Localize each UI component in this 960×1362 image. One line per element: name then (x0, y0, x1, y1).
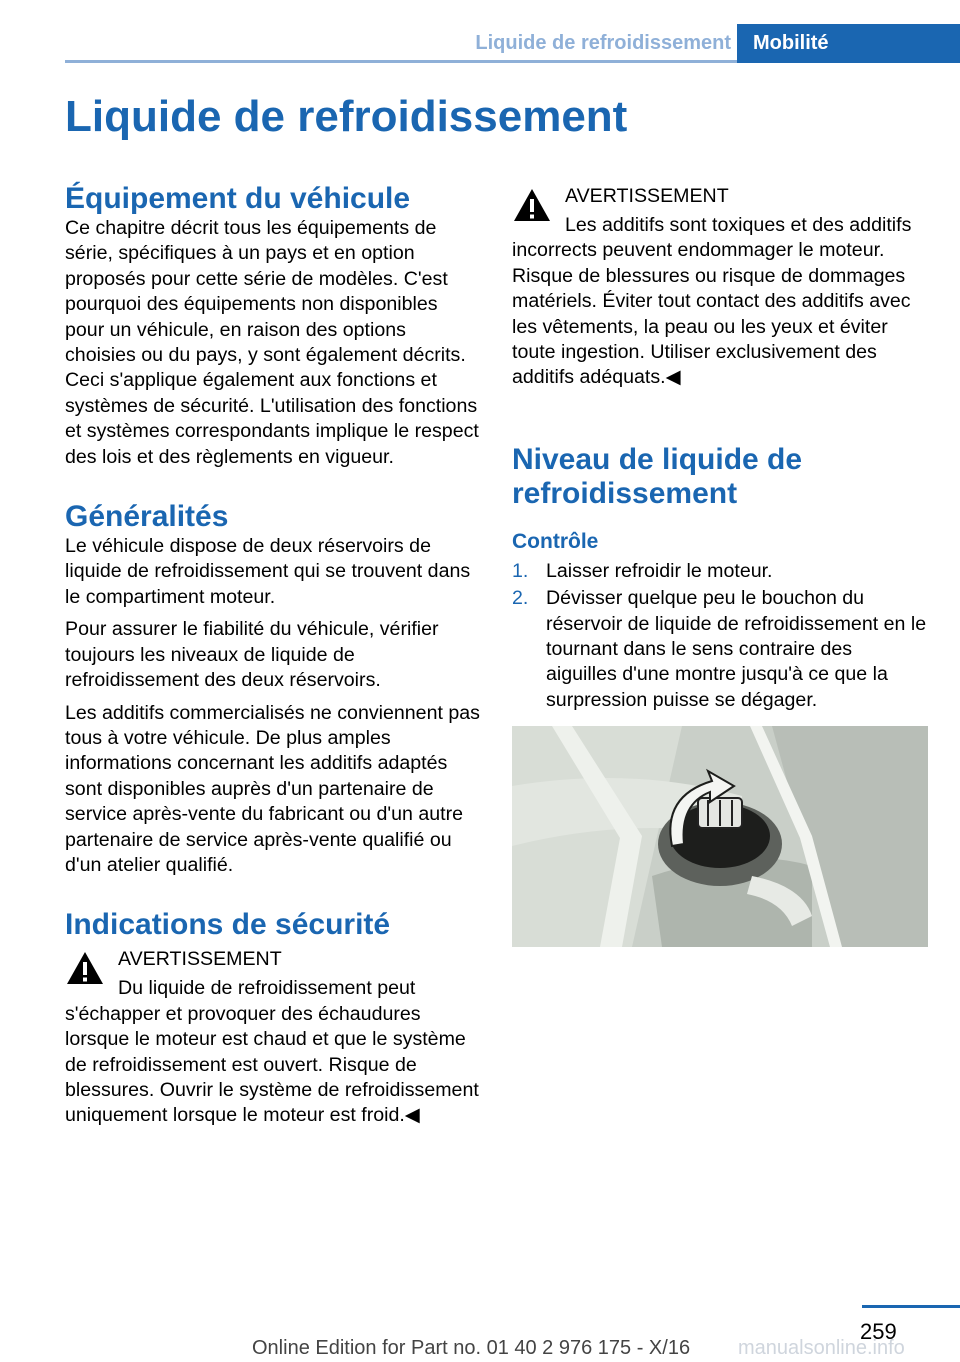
generalites-paragraph-3: Les additifs commercialisés ne conviennent pas tous à votre véhicule. De plus amples informations concernant les additifs adaptés sont disponibles auprès d'un partenaire de service après-vente du fabricant ou d'un autre partenaire de service après-vente qualifié ou d'un atelier qualifié. (65, 701, 480, 876)
section-heading-generalites: Généralités (65, 500, 229, 534)
step-number: 2. (512, 587, 529, 610)
step-number: 1. (512, 559, 529, 582)
section-heading-niveau: Niveau de liquide de refroidissement (512, 442, 803, 510)
warning-triangle-icon (512, 187, 552, 223)
equipement-paragraph: Ce chapitre décrit tous les équipements de série, spécifiques à un pays et en option proposés pour cette série de modèles. C'est pourquoi des équipements non disponibles pour un véhicule, en raison des options choisies ou du pays, y sont également décrits. Ceci s'applique également aux fonctions et systèmes de sécurité. L'utilisation des fonctions et systèmes correspondants implique le respect des lois et des règlements en vigueur. (65, 217, 479, 468)
step-text: Laisser refroidir le moteur. (546, 559, 773, 582)
section-heading-equipement: Équipement du véhicule (65, 182, 411, 215)
watermark: manualsonline.info (738, 1337, 905, 1359)
footer-edition: Online Edition for Part no. 01 40 2 976 175 - X/16 (252, 1337, 691, 1359)
warning-text: Du liquide de refroidissement peut s'échapper et provoquer des échaudures lorsque le moteur est chaud et que le système de refroidissement est ouvert. Risque de blessures. Ouvrir le système de refroidissement uniquement lorsque le moteur est froid.◀ (65, 977, 479, 1127)
subheading-controle: Contrôle (512, 529, 599, 553)
warning-triangle-icon (65, 950, 105, 986)
section-heading-securite: Indications de sécurité (65, 908, 391, 942)
list-item (512, 559, 927, 584)
generalites-paragraph-2: Pour assurer le fiabilité du véhicule, vérifier toujours les niveaux de liquide de refroidissement des deux réservoirs. (65, 618, 439, 692)
coolant-cap-illustration (512, 726, 928, 947)
steps-list (512, 559, 927, 713)
list-item (512, 586, 927, 713)
footer-rule (862, 1305, 960, 1308)
step-text: Dévisser quelque peu le bouchon du réservoir de liquide de refroidissement en le tournant dans le sens contraire des aiguilles d'une montre jusqu'à ce que la surpression puisse se dégager. (546, 587, 927, 711)
warning-title: AVERTISSEMENT (118, 948, 282, 971)
warning-block-additifs (512, 184, 927, 391)
warning-text: Les additifs sont toxiques et des additifs incorrects peuvent endommager le moteur. Risque de blessures ou risque de dommages matériels. Éviter tout contact des additifs avec les vêtements, la peau ou les yeux et éviter toute ingestion. Utiliser exclusivement des additifs adéquats.◀ (512, 214, 912, 389)
page-number: 259 (860, 1319, 897, 1344)
generalites-paragraph-1: Le véhicule dispose de deux réservoirs de liquide de refroidissement qui se trouvent dans le compartiment moteur. (65, 535, 471, 608)
left-column (65, 182, 480, 1129)
right-column (512, 184, 927, 947)
page-title: Liquide de refroidissement (65, 92, 628, 141)
warning-title: AVERTISSEMENT (565, 185, 729, 207)
warning-block-securite (65, 947, 480, 1128)
header-section-title: Liquide de refroidissement (475, 32, 731, 54)
header-chapter-tab: Mobilité (737, 24, 960, 63)
